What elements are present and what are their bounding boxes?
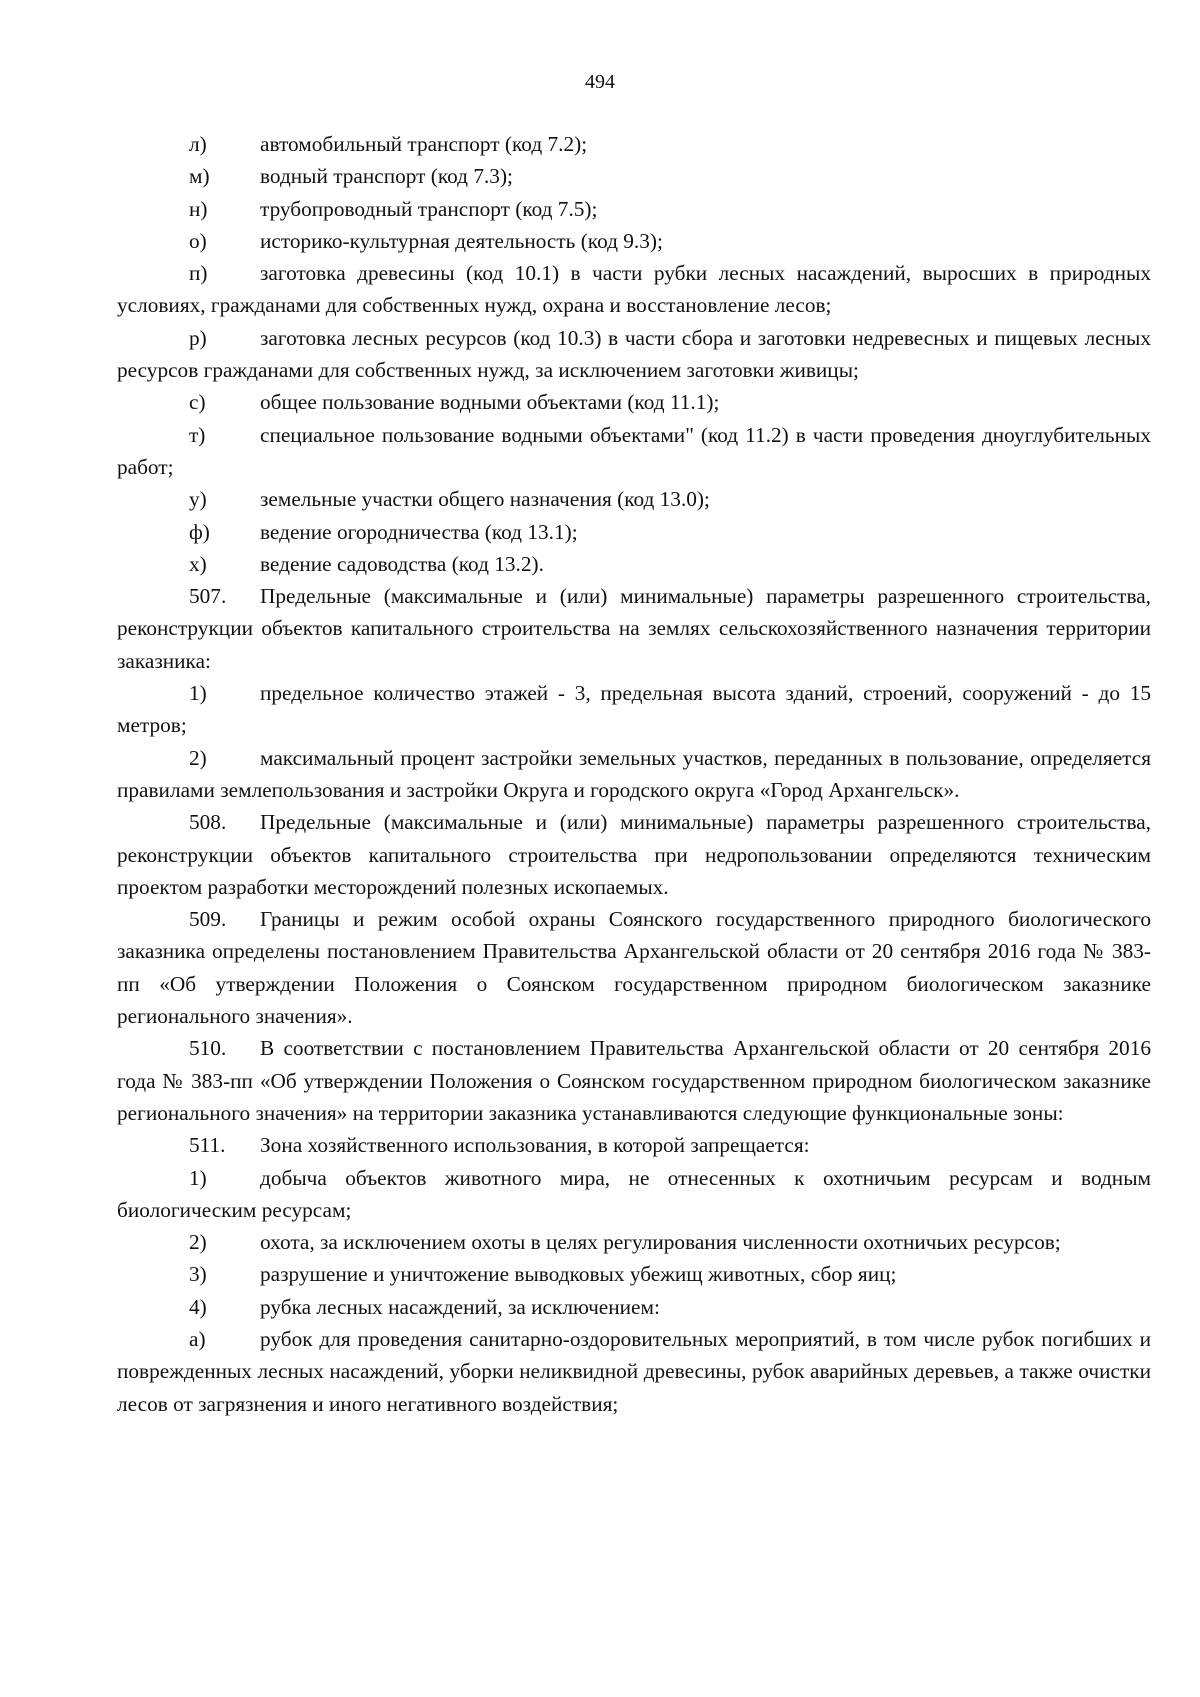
paragraph [117,193,1151,225]
paragraph [117,386,1151,418]
item-number: 507. [189,584,227,609]
item-text: заготовка лесных ресурсов (код 10.3) в части сбора и заготовки недревесных и пищевых лесных ресурсов гражданами для собственных нужд, за исключением заготовки живицы; [117,325,1151,383]
item-text: охота, за исключением охоты в целях регулирования численности охотничьих ресурсов; [260,1230,1061,1255]
item-number: 508. [189,810,227,835]
item-text: Границы и режим особой охраны Соянского государственного природного биологического заказника определены постановлением Правительства Архангельской области от 20 сентября 2016 года № 383-пп «Об утверждении Положения о Соянском государственном природном биологическом заказнике регионального значения». [117,907,1151,1029]
paragraph [117,806,1151,903]
item-text: рубка лесных насаждений, за исключением: [260,1294,660,1319]
item-text: максимальный процент застройки земельных участков, переданных в пользование, определяется правилами землепользования и застройки Округа и городского округа «Город Архангельск». [117,745,1151,802]
item-number: 4) [189,1294,207,1319]
item-number: а) [189,1326,206,1351]
paragraph [117,1291,1151,1323]
paragraph [117,677,1151,742]
paragraph [117,516,1151,548]
item-number: 1) [189,1165,207,1190]
item-text: заготовка древесины (код 10.1) в части рубки лесных насаждений, выросших в природных условиях, гражданами для собственных нужд, охрана и восстановление лесов; [117,261,1151,318]
paragraph [117,1129,1151,1161]
paragraph [117,580,1151,677]
paragraph [117,257,1151,322]
item-number: х) [189,551,207,576]
item-text: специальное пользование водными объектами" (код 11.2) в части проведения дноуглубительных работ; [117,422,1151,479]
item-number: 3) [189,1262,207,1287]
paragraph [117,128,1151,160]
item-number: 511. [189,1133,226,1158]
item-number: у) [189,487,207,512]
item-number: с) [189,390,206,415]
item-text: разрушение и уничтожение выводковых убежищ животных, сбор яиц; [260,1262,897,1287]
item-number: 2) [189,1230,207,1255]
item-text: Зона хозяйственного использования, в которой запрещается: [260,1133,810,1158]
item-number: 509. [189,907,227,932]
item-text: водный транспорт (код 7.3); [260,164,513,189]
item-text: Предельные (максимальные и (или) минимальные) параметры разрешенного строительства, реконструкции объектов капитального строительства на землях сельскохозяйственного назначения территории заказника: [117,584,1151,673]
item-number: н) [189,196,208,221]
paragraph [117,225,1151,257]
item-text: В соответствии с постановлением Правительства Архангельской области от 20 сентября 2016 года № 383-пп «Об утверждении Положения о Соянском государственном природном биологическом заказнике регионального значения» на территории заказника устанавливаются следующие функциональные зоны: [117,1036,1151,1125]
paragraph [117,1162,1151,1227]
paragraph [117,1323,1151,1420]
item-text: историко-культурная деятельность (код 9.3); [260,228,663,253]
item-text: ведение садоводства (код 13.2). [260,551,544,576]
paragraph [117,1032,1151,1129]
paragraph [117,548,1151,580]
item-number: м) [189,164,210,189]
paragraph [117,419,1151,484]
item-text: добыча объектов животного мира, не отнесенных к охотничьим ресурсам и водным биологическим ресурсам; [117,1165,1151,1222]
item-text: трубопроводный транспорт (код 7.5); [260,196,598,221]
item-number: 1) [189,681,207,706]
item-number: л) [189,132,207,156]
item-number: р) [189,325,207,350]
item-text: предельное количество этажей - 3, предельная высота зданий, строений, сооружений - до 15 метров; [117,681,1151,738]
item-number: 2) [189,745,207,770]
item-text: автомобильный транспорт (код 7.2); [260,132,588,156]
paragraph [117,322,1151,387]
item-text: Предельные (максимальные и (или) минимальные) параметры разрешенного строительства, реконструкции объектов капитального строительства при недропользовании определяются техническим проектом разработки месторождений полезных ископаемых. [117,810,1151,899]
item-number: п) [189,261,208,286]
paragraph [117,1258,1151,1290]
page-number: 494 [585,71,615,93]
paragraph [117,903,1151,1032]
item-number: т) [189,422,206,447]
paragraph [117,1226,1151,1258]
item-text: ведение огородничества (код 13.1); [260,519,578,544]
item-number: ф) [189,519,210,544]
paragraph [117,160,1151,192]
paragraph [117,742,1151,807]
item-text: земельные участки общего назначения (код 13.0); [260,487,710,512]
item-number: о) [189,228,207,253]
paragraph [117,483,1151,515]
item-number: 510. [189,1036,227,1061]
item-text: рубок для проведения санитарно-оздоровительных мероприятий, в том числе рубок погибших и поврежденных лесных насаждений, уборки неликвидной древесины, рубок аварийных деревьев, а также очистки лесов от загрязнения и иного негативного воздействия; [117,1326,1151,1416]
document-body [117,128,1151,1420]
item-text: общее пользование водными объектами (код 11.1); [260,390,720,415]
